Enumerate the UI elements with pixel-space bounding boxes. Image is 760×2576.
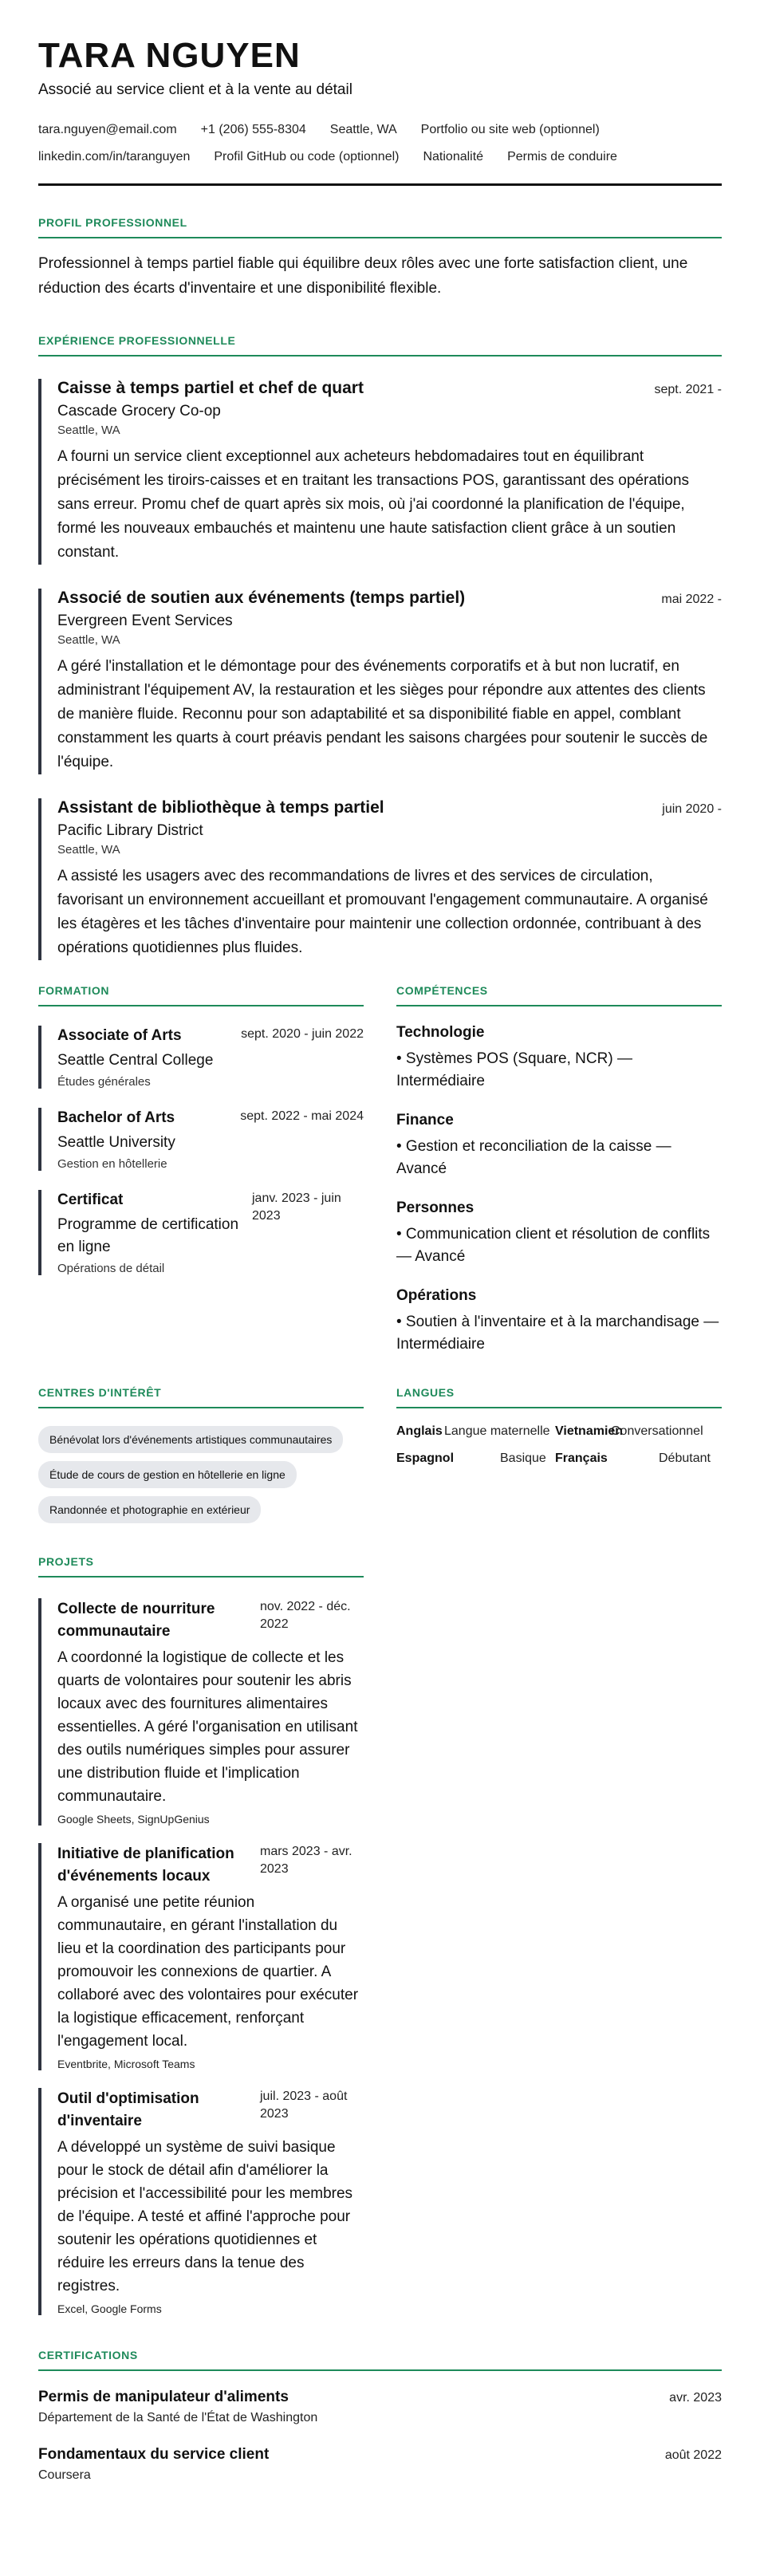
contact-driving-license: Permis de conduire	[507, 150, 617, 163]
education-date: janv. 2023 - juin 2023	[252, 1191, 341, 1223]
section-divider	[38, 1407, 364, 1408]
degree-title: Associate of Arts	[57, 1027, 182, 1044]
education-item	[38, 1190, 364, 1275]
company-name: Pacific Library District	[57, 822, 203, 839]
project-title: Initiative de planification d'événements locaux	[57, 1845, 234, 1885]
job-date: mai 2022 -	[661, 593, 722, 606]
experience-section	[38, 334, 722, 960]
candidate-headline: Associé au service client et à la vente au détail	[38, 81, 352, 98]
projects-section	[38, 1555, 364, 2333]
project-item	[38, 1598, 364, 1826]
summary-section	[38, 216, 722, 301]
education-skills-row	[38, 984, 722, 1356]
field-of-study: Études générales	[57, 1075, 151, 1089]
section-title: EXPÉRIENCE PROFESSIONNELLE	[38, 334, 236, 347]
language-level: Débutant	[659, 1451, 711, 1465]
summary-text: Professionnel à temps partiel fiable qui équilibre deux rôles avec une forte satisfaction client, une réduction des écarts d'inventaire et une disponibilité flexible.	[38, 255, 688, 297]
interest-chip: Bénévolat lors d'événements artistiques communautaires	[38, 1426, 343, 1453]
school-name: Seattle Central College	[57, 1052, 214, 1069]
contact-github[interactable]: Profil GitHub ou code (optionnel)	[214, 150, 400, 163]
skill-category	[396, 1112, 722, 1180]
project-date: mars 2023 - avr. 2023	[260, 1845, 352, 1876]
project-date: juil. 2023 - août 2023	[260, 2090, 348, 2121]
job-date: juin 2020 -	[662, 802, 722, 816]
experience-list	[38, 379, 722, 960]
language-name: Français	[555, 1451, 608, 1465]
job-description: A géré l'installation et le démontage pour des événements corporatifs et à but non lucratif, en administrant l'équipement AV, la restauration et les sièges pour répondre aux attentes des clients de manière fluide. Reconnu pour son adaptabilité et sa disponibilité fiable en appel, comblant constamment les quarts à court préavis pendant les saisons chargées pour soutenir le succès de l'équipe.	[57, 658, 708, 770]
certification-issuer: Coursera	[38, 2468, 91, 2482]
section-title: FORMATION	[38, 984, 110, 997]
contact-nationality: Nationalité	[423, 150, 484, 163]
degree-title: Bachelor of Arts	[57, 1109, 175, 1126]
certification-issuer: Département de la Santé de l'État de Washington	[38, 2411, 318, 2424]
skill-category	[396, 1287, 722, 1356]
section-title: CENTRES D'INTÉRÊT	[38, 1386, 162, 1399]
skill-item: • Gestion et reconciliation de la caisse — Avancé	[396, 1138, 671, 1177]
language-level: Basique	[500, 1451, 546, 1465]
education-section	[38, 984, 364, 1356]
job-description: A assisté les usagers avec des recommandations de livres et des services de circulation, favorisant un environnement accueillant et promouvant l'engagement communautaire. A organisé les étagères et les tâches d'inventaire pour maintenir une collection ordonnée, contribuant à des opérations quotidiennes plus fluides.	[57, 868, 708, 956]
certification-name: Fondamentaux du service client	[38, 2446, 270, 2463]
section-title: PROFIL PROFESSIONNEL	[38, 216, 187, 229]
header-divider	[38, 183, 722, 186]
project-date: nov. 2022 - déc. 2022	[260, 1600, 351, 1631]
contact-location: Seattle, WA	[329, 123, 397, 136]
skills-section	[396, 984, 722, 1356]
contact-portfolio[interactable]: Portfolio ou site web (optionnel)	[420, 123, 600, 136]
languages-section	[396, 1386, 722, 1523]
skill-item: • Communication client et résolution de conflits — Avancé	[396, 1226, 711, 1265]
certification-item	[38, 2389, 722, 2425]
skill-category-name: Personnes	[396, 1199, 475, 1216]
language-name: Anglais	[396, 1424, 443, 1438]
candidate-name: TARA NGUYEN	[38, 36, 301, 75]
language-level: Langue maternelle	[444, 1424, 550, 1438]
education-list	[38, 1026, 364, 1275]
experience-item	[38, 589, 722, 774]
section-title: COMPÉTENCES	[396, 984, 488, 997]
project-tools: Google Sheets, SignUpGenius	[57, 1813, 210, 1826]
project-item	[38, 2088, 364, 2315]
job-description: A fourni un service client exceptionnel aux acheteurs hebdomadaires tout en équilibrant précisément les tiroirs-caisses et en traitant les transactions POS, garantissant des opérations sans erreur. Promu chef de quart après six mois, où j'ai coordonné la planification de l'équipe, formé les nouveaux embauchés et maintenu une haute satisfaction client grâce à un soutien constant.	[57, 448, 690, 561]
section-divider	[38, 1576, 364, 1578]
certification-item	[38, 2446, 722, 2483]
education-date: sept. 2020 - juin 2022	[241, 1027, 364, 1041]
section-title: CERTIFICATIONS	[38, 2349, 138, 2361]
project-tools: Excel, Google Forms	[57, 2302, 162, 2315]
contact-email[interactable]: tara.nguyen@email.com	[38, 123, 177, 136]
certification-name: Permis de manipulateur d'aliments	[38, 2389, 289, 2405]
project-description: A coordonné la logistique de collecte et les quarts de volontaires pour soutenir les abris locaux avec des fournitures alimentaires essentielles. A géré l'organisation en utilisant des outils numériques simples pour assurer une distribution fluide et l'implication communautaire.	[57, 1649, 358, 1805]
section-divider	[38, 237, 722, 238]
certification-date: août 2022	[664, 2448, 722, 2462]
experience-item	[38, 798, 722, 960]
certification-date: avr. 2023	[669, 2391, 722, 2405]
interest-chip: Randonnée et photographie en extérieur	[38, 1496, 261, 1523]
job-location: Seattle, WA	[57, 843, 120, 857]
school-name: Seattle University	[57, 1134, 175, 1151]
school-name: Programme de certification en ligne	[57, 1216, 239, 1255]
skills-list	[396, 1024, 722, 1356]
section-title: LANGUES	[396, 1386, 455, 1399]
field-of-study: Opérations de détail	[57, 1262, 165, 1275]
skill-category-name: Technologie	[396, 1024, 485, 1041]
job-location: Seattle, WA	[57, 633, 120, 647]
education-item	[38, 1108, 364, 1171]
project-item	[38, 1843, 364, 2070]
skill-category	[396, 1199, 722, 1268]
project-tools: Eventbrite, Microsoft Teams	[57, 2058, 195, 2070]
skill-item: • Soutien à l'inventaire et à la marchandisage — Intermédiaire	[396, 1314, 719, 1353]
interests-languages-row	[38, 1386, 722, 1523]
contact-linkedin[interactable]: linkedin.com/in/taranguyen	[38, 150, 191, 163]
section-divider	[38, 1005, 364, 1006]
skill-category-name: Finance	[396, 1112, 454, 1128]
section-divider	[38, 2369, 722, 2371]
job-date: sept. 2021 -	[654, 383, 722, 396]
field-of-study: Gestion en hôtellerie	[57, 1157, 167, 1171]
language-level: Conversationnel	[611, 1424, 703, 1438]
project-title: Outil d'optimisation d'inventaire	[57, 2090, 199, 2129]
section-title: PROJETS	[38, 1555, 94, 1568]
interests-section	[38, 1386, 364, 1523]
projects-list	[38, 1598, 364, 2315]
contact-list	[38, 116, 722, 171]
job-location: Seattle, WA	[57, 423, 120, 437]
education-date: sept. 2022 - mai 2024	[240, 1109, 364, 1123]
job-title: Caisse à temps partiel et chef de quart	[57, 379, 364, 397]
skill-item: • Systèmes POS (Square, NCR) — Intermédiaire	[396, 1050, 632, 1089]
certifications-list	[38, 2389, 722, 2483]
company-name: Evergreen Event Services	[57, 612, 233, 629]
interest-chip: Étude de cours de gestion en hôtellerie en ligne	[38, 1461, 297, 1488]
certifications-section	[38, 2349, 722, 2483]
section-divider	[396, 1005, 722, 1006]
job-title: Assistant de bibliothèque à temps partiel	[57, 798, 384, 817]
contact-phone[interactable]: +1 (206) 555-8304	[200, 123, 306, 136]
skill-category	[396, 1024, 722, 1093]
project-title: Collecte de nourriture communautaire	[57, 1601, 215, 1640]
language-name: Vietnamien	[555, 1424, 624, 1438]
degree-title: Certificat	[57, 1191, 124, 1208]
section-divider	[396, 1407, 722, 1408]
interests-list	[38, 1426, 364, 1523]
languages-list	[396, 1424, 722, 1466]
company-name: Cascade Grocery Co-op	[57, 403, 221, 419]
job-title: Associé de soutien aux événements (temps partiel)	[57, 589, 466, 607]
project-description: A organisé une petite réunion communautaire, en gérant l'installation du lieu et la coordination des participants pour promouvoir les connexions de quartier. A collaboré avec des volontaires pour exécuter la logistique efficacement, renforçant l'engagement local.	[57, 1894, 359, 2050]
language-name: Espagnol	[396, 1451, 455, 1465]
section-divider	[38, 355, 722, 356]
resume-header	[38, 35, 722, 186]
project-description: A développé un système de suivi basique pour le stock de détail afin d'améliorer la précision et l'accessibilité pour les membres de l'équipe. A testé et affiné l'approche pour soutenir les opérations quotidiennes et réduire les erreurs dans la tenue des registres.	[57, 2139, 353, 2294]
education-item	[38, 1026, 364, 1089]
projects-row	[38, 1555, 722, 2333]
experience-item	[38, 379, 722, 565]
skill-category-name: Opérations	[396, 1287, 477, 1304]
